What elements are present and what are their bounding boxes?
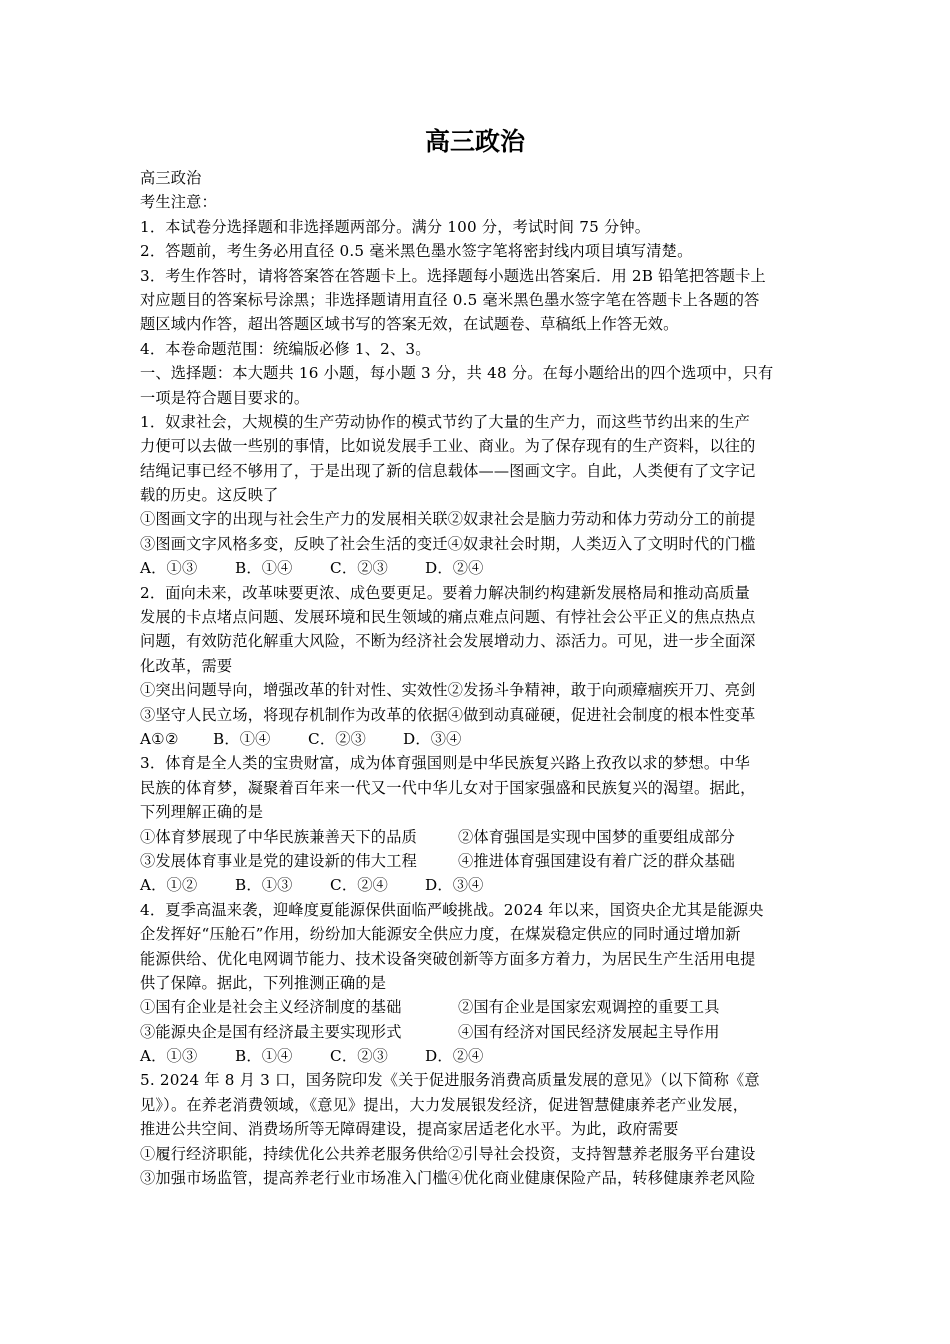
option-d: D．②④ bbox=[425, 559, 484, 578]
question-item-line: ①履行经济职能，持续优化公共养老服务供给②引导社会投资，支持智慧养老服务平台建设 bbox=[140, 1144, 756, 1163]
option-a: A①② bbox=[140, 729, 179, 748]
option-d: D．③④ bbox=[403, 729, 462, 748]
question-item-row bbox=[140, 825, 830, 849]
question-4 bbox=[140, 898, 830, 1069]
notice-heading: 考生注意： bbox=[140, 193, 217, 212]
question-stem-line: 2．面向未来，改革味要更浓、成色要更足。要着力解决制约构建新发展格局和推动高质量 bbox=[140, 583, 750, 602]
question-item-row bbox=[140, 849, 830, 873]
question-item: ①体育梦展现了中华民族兼善天下的品质 bbox=[140, 827, 417, 846]
question-stem-line: 3．体育是全人类的宝贵财富，成为体育强国则是中华民族复兴路上孜孜以求的梦想。中华 bbox=[140, 754, 750, 773]
question-stem-line: 供了保障。据此，下列推测正确的是 bbox=[140, 973, 387, 992]
question-stem-line: 企发挥好“压舱石”作用，纷纷加大能源安全供应力度，在煤炭稳定供应的同时通过增加新 bbox=[140, 925, 741, 944]
question-stem-line: 民族的体育梦，凝聚着百年来一代又一代中华儿女对于国家强盛和民族复兴的渴望。据此， bbox=[140, 778, 756, 797]
question-item: ②体育强国是实现中国梦的重要组成部分 bbox=[458, 827, 735, 846]
option-b: B．①④ bbox=[235, 1047, 293, 1066]
option-b: B．①④ bbox=[235, 559, 293, 578]
subtitle: 高三政治 bbox=[140, 169, 202, 187]
question-stem-line: 4．夏季高温来袭，迎峰度夏能源保供面临严峻挑战。2024 年以来，国资央企尤其是能源央 bbox=[140, 900, 764, 919]
section-instructions bbox=[140, 361, 830, 410]
question-item-line: ①突出问题导向，增强改革的针对性、实效性②发扬斗争精神，敢于向顽瘴痼疾开刀、亮剑 bbox=[140, 681, 756, 700]
answer-options bbox=[140, 873, 830, 897]
question-stem-line: 1．奴隶社会，大规模的生产劳动协作的模式节约了大量的生产力，而这些节约出来的生产 bbox=[140, 412, 750, 431]
question-stem-line: 下列理解正确的是 bbox=[140, 803, 264, 822]
question-stem-line: 力便可以去做一些别的事情，比如说发展手工业、商业。为了保存现有的生产资料，以往的 bbox=[140, 437, 756, 456]
question-stem-line: 化改革，需要 bbox=[140, 656, 233, 675]
question-item-line: ③图画文字风格多变，反映了社会生活的变迁④奴隶社会时期，人类迈入了文明时代的门槛 bbox=[140, 534, 756, 553]
notice-line: 1．本试卷分选择题和非选择题两部分。满分 100 分，考试时间 75 分钟。 bbox=[140, 217, 651, 236]
question-item-row bbox=[140, 1020, 830, 1044]
option-c: C．②④ bbox=[330, 876, 388, 895]
question-2 bbox=[140, 581, 830, 752]
option-c: C．②③ bbox=[330, 559, 388, 578]
option-a: A．①③ bbox=[140, 1047, 198, 1066]
question-stem-line: 推进公共空间、消费场所等无障碍建设，提高家居适老化水平。为此，政府需要 bbox=[140, 1120, 679, 1139]
question-item-row bbox=[140, 995, 830, 1019]
question-item-line: ③加强市场监管，提高养老行业市场准入门槛④优化商业健康保险产品，转移健康养老风险 bbox=[140, 1169, 756, 1188]
page-title: 高三政治 bbox=[424, 127, 525, 156]
option-a: A．①② bbox=[140, 876, 198, 895]
notice-line: 题区域内作答，超出答题区域书写的答案无效，在试题卷、草稿纸上作答无效。 bbox=[140, 315, 679, 334]
question-3 bbox=[140, 751, 830, 897]
notice-line: 对应题目的答案标号涂黑；非选择题请用直径 0.5 毫米黑色墨水签字笔在答题卡上各题的答 bbox=[140, 290, 760, 309]
option-c: C．②③ bbox=[308, 729, 366, 748]
question-5 bbox=[140, 1068, 830, 1190]
answer-options bbox=[140, 556, 830, 580]
option-a: A．①③ bbox=[140, 559, 198, 578]
question-stem-line: 载的历史。这反映了 bbox=[140, 486, 279, 505]
question-item-line: ①图画文字的出现与社会生产力的发展相关联②奴隶社会是脑力劳动和体力劳动分工的前提 bbox=[140, 510, 756, 529]
option-b: B．①④ bbox=[213, 729, 271, 748]
option-d: D．②④ bbox=[425, 1047, 484, 1066]
notice-line: 2．答题前，考生务必用直径 0.5 毫米黑色墨水签字笔将密封线内项目填写清楚。 bbox=[140, 242, 693, 261]
notice-block bbox=[140, 190, 830, 361]
question-stem-line: 结绳记事已经不够用了，于是出现了新的信息载体——图画文字。自此，人类便有了文字记 bbox=[140, 461, 756, 480]
question-item: ①国有企业是社会主义经济制度的基础 bbox=[140, 998, 402, 1017]
notice-line: 4．本卷命题范围：统编版必修 1、2、3。 bbox=[140, 339, 431, 358]
question-item-line: ③坚守人民立场，将现存机制作为改革的依据④做到动真碰硬，促进社会制度的根本性变革 bbox=[140, 705, 756, 724]
question-stem-line: 发展的卡点堵点问题、发展环境和民生领域的痛点难点问题、有悖社会公平正义的焦点热点 bbox=[140, 608, 756, 627]
question-item: ③发展体育事业是党的建设新的伟大工程 bbox=[140, 851, 417, 870]
question-item: ④国有经济对国民经济发展起主导作用 bbox=[458, 1022, 720, 1041]
option-d: D．③④ bbox=[425, 876, 484, 895]
question-item: ④推进体育强国建设有着广泛的群众基础 bbox=[458, 851, 735, 870]
question-stem-line: 5. 2024 年 8 月 3 口，国务院印发《关于促进服务消费高质量发展的意见》（以下简称《意 bbox=[140, 1071, 760, 1090]
exam-content bbox=[140, 166, 830, 1190]
question-stem-line: 能源供给、优化电网调节能力、技术设备突破创新等方面多方着力，为居民生产生活用电提 bbox=[140, 949, 756, 968]
answer-options bbox=[140, 1044, 830, 1068]
notice-line: 3．考生作答时，请将答案答在答题卡上。选择题每小题选出答案后．用 2B 铅笔把答题卡上 bbox=[140, 266, 766, 285]
section-line: 一项是符合题目要求的。 bbox=[140, 388, 310, 407]
question-item: ③能源央企是国有经济最主要实现形式 bbox=[140, 1022, 402, 1041]
option-b: B．①③ bbox=[235, 876, 293, 895]
answer-options bbox=[140, 727, 830, 751]
question-item: ②国有企业是国家宏观调控的重要工具 bbox=[458, 998, 720, 1017]
question-stem-line: 见》）。在养老消费领域，《意见》提出，大力发展银发经济，促进智慧健康养老产业发展， bbox=[140, 1095, 749, 1114]
question-1 bbox=[140, 410, 830, 581]
section-line: 一、选择题：本大题共 16 小题，每小题 3 分，共 48 分。在每小题给出的四个选项中，只有 bbox=[140, 364, 774, 383]
option-c: C．②③ bbox=[330, 1047, 388, 1066]
question-stem-line: 问题，有效防范化解重大风险，不断为经济社会发展增动力、添活力。可见，进一步全面深 bbox=[140, 632, 756, 651]
